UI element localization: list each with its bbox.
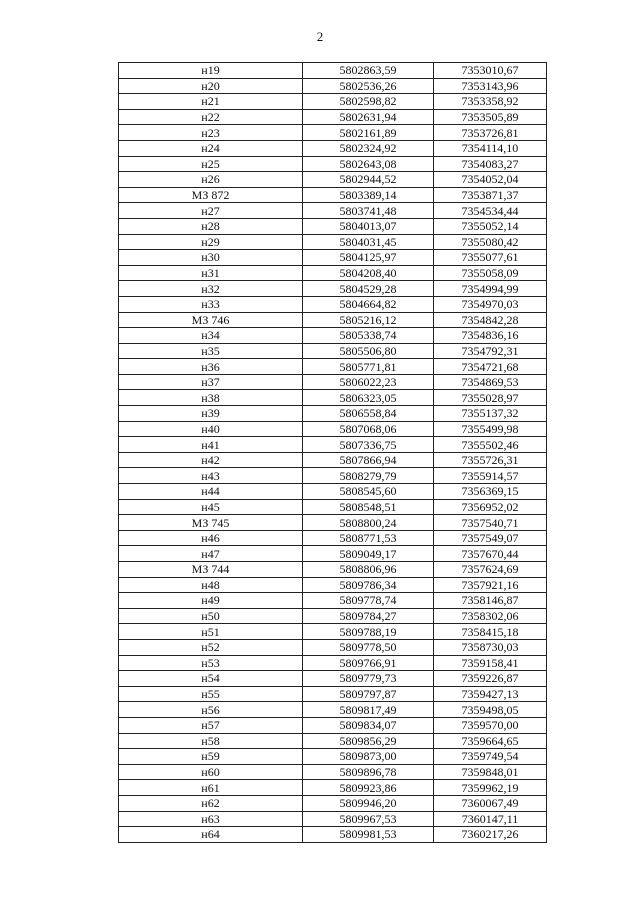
y-coordinate-cell: 7354869,53 xyxy=(434,374,547,390)
table-row xyxy=(119,733,547,749)
table-row xyxy=(119,140,547,156)
table-row xyxy=(119,671,547,687)
point-name-cell: н46 xyxy=(119,530,303,546)
y-coordinate-cell: 7353010,67 xyxy=(434,63,547,79)
x-coordinate-cell: 5808806,96 xyxy=(303,562,434,578)
y-coordinate-cell: 7360217,26 xyxy=(434,827,547,843)
y-coordinate-cell: 7355077,61 xyxy=(434,250,547,266)
table-row xyxy=(119,515,547,531)
table-row xyxy=(119,312,547,328)
y-coordinate-cell: 7357549,07 xyxy=(434,530,547,546)
y-coordinate-cell: 7356952,02 xyxy=(434,499,547,515)
table-row xyxy=(119,608,547,624)
y-coordinate-cell: 7359962,19 xyxy=(434,780,547,796)
table-row xyxy=(119,437,547,453)
y-coordinate-cell: 7358730,03 xyxy=(434,639,547,655)
y-coordinate-cell: 7354114,10 xyxy=(434,140,547,156)
point-name-cell: н24 xyxy=(119,140,303,156)
table-row xyxy=(119,343,547,359)
x-coordinate-cell: 5809923,86 xyxy=(303,780,434,796)
point-name-cell: н44 xyxy=(119,484,303,500)
table-row xyxy=(119,218,547,234)
x-coordinate-cell: 5802944,52 xyxy=(303,172,434,188)
x-coordinate-cell: 5809896,78 xyxy=(303,764,434,780)
table-row xyxy=(119,359,547,375)
point-name-cell: н53 xyxy=(119,655,303,671)
y-coordinate-cell: 7358302,06 xyxy=(434,608,547,624)
table-row xyxy=(119,109,547,125)
table-row xyxy=(119,63,547,79)
table-row xyxy=(119,562,547,578)
x-coordinate-cell: 5809788,19 xyxy=(303,624,434,640)
point-name-cell: н21 xyxy=(119,94,303,110)
x-coordinate-cell: 5804125,97 xyxy=(303,250,434,266)
point-name-cell: н47 xyxy=(119,546,303,562)
x-coordinate-cell: 5804529,28 xyxy=(303,281,434,297)
x-coordinate-cell: 5804664,82 xyxy=(303,296,434,312)
table-row xyxy=(119,749,547,765)
point-name-cell: н64 xyxy=(119,827,303,843)
point-name-cell: н59 xyxy=(119,749,303,765)
y-coordinate-cell: 7357921,16 xyxy=(434,577,547,593)
x-coordinate-cell: 5802324,92 xyxy=(303,140,434,156)
y-coordinate-cell: 7359848,01 xyxy=(434,764,547,780)
y-coordinate-cell: 7355726,31 xyxy=(434,452,547,468)
point-name-cell: н30 xyxy=(119,250,303,266)
table-row xyxy=(119,530,547,546)
point-name-cell: н37 xyxy=(119,374,303,390)
y-coordinate-cell: 7354083,27 xyxy=(434,156,547,172)
point-name-cell: н20 xyxy=(119,78,303,94)
y-coordinate-cell: 7356369,15 xyxy=(434,484,547,500)
x-coordinate-cell: 5809766,91 xyxy=(303,655,434,671)
y-coordinate-cell: 7355058,09 xyxy=(434,265,547,281)
point-name-cell: н60 xyxy=(119,764,303,780)
y-coordinate-cell: 7354721,68 xyxy=(434,359,547,375)
table-row xyxy=(119,702,547,718)
point-name-cell: н22 xyxy=(119,109,303,125)
table-row xyxy=(119,265,547,281)
table-row xyxy=(119,484,547,500)
table-row xyxy=(119,655,547,671)
x-coordinate-cell: 5809817,49 xyxy=(303,702,434,718)
point-name-cell: н25 xyxy=(119,156,303,172)
table-row xyxy=(119,827,547,843)
table-row xyxy=(119,452,547,468)
x-coordinate-cell: 5802161,89 xyxy=(303,125,434,141)
coordinates-table-body xyxy=(119,63,547,843)
x-coordinate-cell: 5805216,12 xyxy=(303,312,434,328)
point-name-cell: н41 xyxy=(119,437,303,453)
table-row xyxy=(119,593,547,609)
y-coordinate-cell: 7359226,87 xyxy=(434,671,547,687)
point-name-cell: МЗ 746 xyxy=(119,312,303,328)
x-coordinate-cell: 5803389,14 xyxy=(303,187,434,203)
x-coordinate-cell: 5808771,53 xyxy=(303,530,434,546)
point-name-cell: н58 xyxy=(119,733,303,749)
x-coordinate-cell: 5809784,27 xyxy=(303,608,434,624)
point-name-cell: н19 xyxy=(119,63,303,79)
x-coordinate-cell: 5802631,94 xyxy=(303,109,434,125)
x-coordinate-cell: 5805338,74 xyxy=(303,328,434,344)
point-name-cell: н34 xyxy=(119,328,303,344)
table-row xyxy=(119,577,547,593)
point-name-cell: н39 xyxy=(119,406,303,422)
table-row xyxy=(119,780,547,796)
coordinates-table xyxy=(118,62,547,843)
table-row xyxy=(119,78,547,94)
y-coordinate-cell: 7353358,92 xyxy=(434,94,547,110)
y-coordinate-cell: 7358415,18 xyxy=(434,624,547,640)
x-coordinate-cell: 5808800,24 xyxy=(303,515,434,531)
table-row xyxy=(119,795,547,811)
table-row xyxy=(119,187,547,203)
point-name-cell: н54 xyxy=(119,671,303,687)
y-coordinate-cell: 7357670,44 xyxy=(434,546,547,562)
point-name-cell: МЗ 745 xyxy=(119,515,303,531)
y-coordinate-cell: 7353871,37 xyxy=(434,187,547,203)
point-name-cell: н33 xyxy=(119,296,303,312)
y-coordinate-cell: 7357540,71 xyxy=(434,515,547,531)
point-name-cell: МЗ 744 xyxy=(119,562,303,578)
y-coordinate-cell: 7358146,87 xyxy=(434,593,547,609)
table-row xyxy=(119,421,547,437)
table-row xyxy=(119,499,547,515)
point-name-cell: н43 xyxy=(119,468,303,484)
point-name-cell: н38 xyxy=(119,390,303,406)
y-coordinate-cell: 7354052,04 xyxy=(434,172,547,188)
x-coordinate-cell: 5806022,23 xyxy=(303,374,434,390)
y-coordinate-cell: 7353726,81 xyxy=(434,125,547,141)
point-name-cell: н26 xyxy=(119,172,303,188)
table-row xyxy=(119,156,547,172)
x-coordinate-cell: 5802643,08 xyxy=(303,156,434,172)
x-coordinate-cell: 5809946,20 xyxy=(303,795,434,811)
x-coordinate-cell: 5804013,07 xyxy=(303,218,434,234)
table-row xyxy=(119,374,547,390)
y-coordinate-cell: 7355052,14 xyxy=(434,218,547,234)
x-coordinate-cell: 5809797,87 xyxy=(303,686,434,702)
table-row xyxy=(119,125,547,141)
point-name-cell: н23 xyxy=(119,125,303,141)
y-coordinate-cell: 7355502,46 xyxy=(434,437,547,453)
table-row xyxy=(119,764,547,780)
x-coordinate-cell: 5809967,53 xyxy=(303,811,434,827)
point-name-cell: н63 xyxy=(119,811,303,827)
point-name-cell: н52 xyxy=(119,639,303,655)
y-coordinate-cell: 7359570,00 xyxy=(434,717,547,733)
y-coordinate-cell: 7359498,05 xyxy=(434,702,547,718)
x-coordinate-cell: 5803741,48 xyxy=(303,203,434,219)
table-row xyxy=(119,717,547,733)
point-name-cell: н28 xyxy=(119,218,303,234)
y-coordinate-cell: 7354994,99 xyxy=(434,281,547,297)
x-coordinate-cell: 5807068,06 xyxy=(303,421,434,437)
point-name-cell: н42 xyxy=(119,452,303,468)
y-coordinate-cell: 7354970,03 xyxy=(434,296,547,312)
table-row xyxy=(119,94,547,110)
y-coordinate-cell: 7355499,98 xyxy=(434,421,547,437)
point-name-cell: н35 xyxy=(119,343,303,359)
y-coordinate-cell: 7359427,13 xyxy=(434,686,547,702)
y-coordinate-cell: 7353143,96 xyxy=(434,78,547,94)
x-coordinate-cell: 5807336,75 xyxy=(303,437,434,453)
x-coordinate-cell: 5806323,05 xyxy=(303,390,434,406)
x-coordinate-cell: 5809981,53 xyxy=(303,827,434,843)
x-coordinate-cell: 5809873,00 xyxy=(303,749,434,765)
y-coordinate-cell: 7354842,28 xyxy=(434,312,547,328)
point-name-cell: н62 xyxy=(119,795,303,811)
table-row xyxy=(119,686,547,702)
x-coordinate-cell: 5808545,60 xyxy=(303,484,434,500)
point-name-cell: н50 xyxy=(119,608,303,624)
x-coordinate-cell: 5809778,74 xyxy=(303,593,434,609)
point-name-cell: н55 xyxy=(119,686,303,702)
table-row xyxy=(119,296,547,312)
point-name-cell: н31 xyxy=(119,265,303,281)
point-name-cell: н29 xyxy=(119,234,303,250)
point-name-cell: МЗ 872 xyxy=(119,187,303,203)
x-coordinate-cell: 5808548,51 xyxy=(303,499,434,515)
x-coordinate-cell: 5802863,59 xyxy=(303,63,434,79)
point-name-cell: н27 xyxy=(119,203,303,219)
y-coordinate-cell: 7359664,65 xyxy=(434,733,547,749)
x-coordinate-cell: 5802598,82 xyxy=(303,94,434,110)
table-row xyxy=(119,406,547,422)
point-name-cell: н40 xyxy=(119,421,303,437)
table-row xyxy=(119,203,547,219)
table-row xyxy=(119,639,547,655)
table-row xyxy=(119,390,547,406)
x-coordinate-cell: 5809049,17 xyxy=(303,546,434,562)
table-row xyxy=(119,811,547,827)
table-row xyxy=(119,328,547,344)
table-row xyxy=(119,172,547,188)
y-coordinate-cell: 7359158,41 xyxy=(434,655,547,671)
y-coordinate-cell: 7355914,57 xyxy=(434,468,547,484)
x-coordinate-cell: 5809834,07 xyxy=(303,717,434,733)
point-name-cell: н45 xyxy=(119,499,303,515)
point-name-cell: н57 xyxy=(119,717,303,733)
x-coordinate-cell: 5806558,84 xyxy=(303,406,434,422)
x-coordinate-cell: 5807866,94 xyxy=(303,452,434,468)
x-coordinate-cell: 5805506,80 xyxy=(303,343,434,359)
point-name-cell: н56 xyxy=(119,702,303,718)
y-coordinate-cell: 7355080,42 xyxy=(434,234,547,250)
point-name-cell: н51 xyxy=(119,624,303,640)
y-coordinate-cell: 7354534,44 xyxy=(434,203,547,219)
point-name-cell: н48 xyxy=(119,577,303,593)
y-coordinate-cell: 7353505,89 xyxy=(434,109,547,125)
y-coordinate-cell: 7355028,97 xyxy=(434,390,547,406)
table-row xyxy=(119,624,547,640)
x-coordinate-cell: 5804031,45 xyxy=(303,234,434,250)
x-coordinate-cell: 5802536,26 xyxy=(303,78,434,94)
point-name-cell: н49 xyxy=(119,593,303,609)
x-coordinate-cell: 5809778,50 xyxy=(303,639,434,655)
point-name-cell: н32 xyxy=(119,281,303,297)
point-name-cell: н61 xyxy=(119,780,303,796)
x-coordinate-cell: 5805771,81 xyxy=(303,359,434,375)
table-row xyxy=(119,468,547,484)
table-row xyxy=(119,250,547,266)
y-coordinate-cell: 7359749,54 xyxy=(434,749,547,765)
page-number: 2 xyxy=(316,29,324,44)
y-coordinate-cell: 7360067,49 xyxy=(434,795,547,811)
x-coordinate-cell: 5808279,79 xyxy=(303,468,434,484)
table-row xyxy=(119,234,547,250)
y-coordinate-cell: 7354836,16 xyxy=(434,328,547,344)
x-coordinate-cell: 5809779,73 xyxy=(303,671,434,687)
point-name-cell: н36 xyxy=(119,359,303,375)
y-coordinate-cell: 7355137,32 xyxy=(434,406,547,422)
table-row xyxy=(119,546,547,562)
table-row xyxy=(119,281,547,297)
x-coordinate-cell: 5809856,29 xyxy=(303,733,434,749)
x-coordinate-cell: 5804208,40 xyxy=(303,265,434,281)
y-coordinate-cell: 7354792,31 xyxy=(434,343,547,359)
y-coordinate-cell: 7360147,11 xyxy=(434,811,547,827)
y-coordinate-cell: 7357624,69 xyxy=(434,562,547,578)
x-coordinate-cell: 5809786,34 xyxy=(303,577,434,593)
